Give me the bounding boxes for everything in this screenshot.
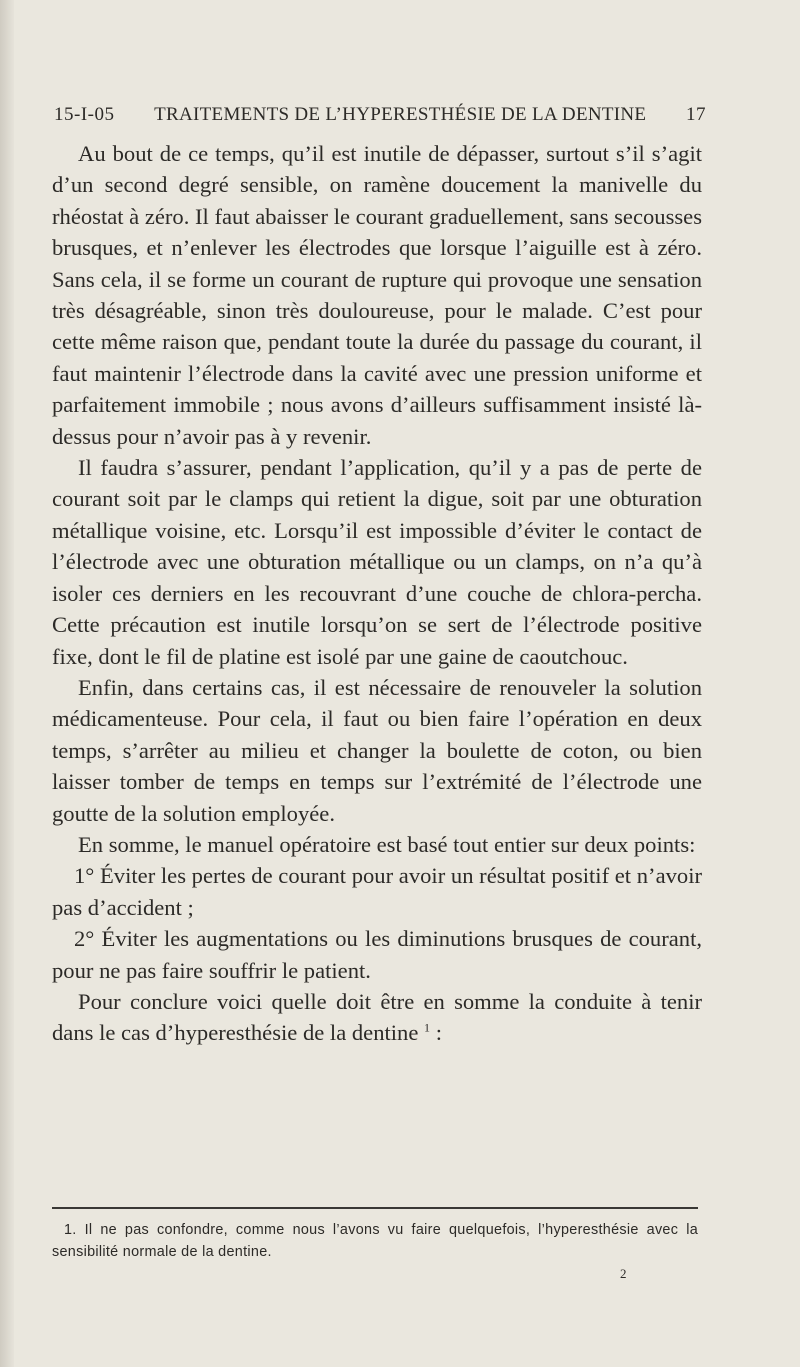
header-date: 15-I-05	[54, 104, 115, 125]
header-title: TRAITEMENTS DE L’HYPERESTHÉSIE DE LA DENTINE	[154, 104, 647, 125]
footnote	[52, 1219, 698, 1263]
page-edge	[0, 0, 14, 1367]
list-item: 1° Éviter les pertes de courant pour avoir un résultat positif et n’avoir pas d’accident ;	[52, 863, 702, 920]
paragraph: Enfin, dans certains cas, il est nécessaire de renouveler la solution médicamenteuse. Pour cela, il faut ou bien faire l’opération en deux temps, s’arrêter au milieu et changer la boulette de coton, ou bien laisser tomber de temps en temps sur l’extrémité de l’électrode une goutte de la solution employée.	[52, 674, 702, 826]
page-number: 17	[685, 104, 706, 125]
footnote-rule	[52, 1207, 698, 1209]
signature-mark: 2	[620, 1266, 627, 1281]
footnote-text: 1. Il ne pas confondre, comme nous l’avons vu faire quelquefois, l’hyperesthésie avec la sensibilité normale de la dentine.	[52, 1222, 698, 1260]
footnote-marker: 1	[424, 1020, 431, 1035]
body-text	[52, 138, 702, 1049]
paragraph: Au bout de ce temps, qu’il est inutile de dépasser, surtout s’il s’agit d’un second degré sensible, on ramène doucement la manivelle du rhéostat à zéro. Il faut abaisser le courant graduellement, sans secousses brusques, et n’enlever les électrodes que lorsque l’aiguille est à zéro. Sans cela, il se forme un courant de rupture qui provoque une sensation très désagréable, sinon très douloureuse, pour le malade. C’est pour cette même raison que, pendant toute la durée du passage du courant, il faut maintenir l’électrode dans la cavité avec une pression uniforme et parfaitement immobile ; nous avons d’ailleurs suffisamment insisté là-dessus pour n’avoir pas à y revenir.	[52, 141, 702, 449]
paragraph-text: Pour conclure voici quelle doit être en somme la conduite à tenir dans le cas d’hyperesthésie de la dentine	[52, 988, 702, 1046]
paragraph: En somme, le manuel opératoire est basé tout entier sur deux points:	[78, 831, 696, 857]
paragraph: Il faudra s’assurer, pendant l’application, qu’il y a pas de perte de courant soit par le clamps qui retient la digue, soit par une obturation métallique voisine, etc. Lorsqu’il est impossible d’éviter le contact de l’électrode avec une obturation métallique ou un clamps, on n’a qu’à isoler ces derniers en les recouvrant d’une couche de chlora-percha. Cette précaution est inutile lorsqu’on se sert de l’électrode positive fixe, dont le fil de platine est isolé par une gaine de caoutchouc.	[52, 455, 702, 669]
paragraph-conclusion	[52, 986, 702, 1049]
paragraph-tail: :	[430, 1020, 442, 1046]
list-item: 2° Éviter les augmentations ou les diminutions brusques de courant, pour ne pas faire souffrir le patient.	[52, 926, 702, 983]
running-head	[54, 104, 706, 126]
